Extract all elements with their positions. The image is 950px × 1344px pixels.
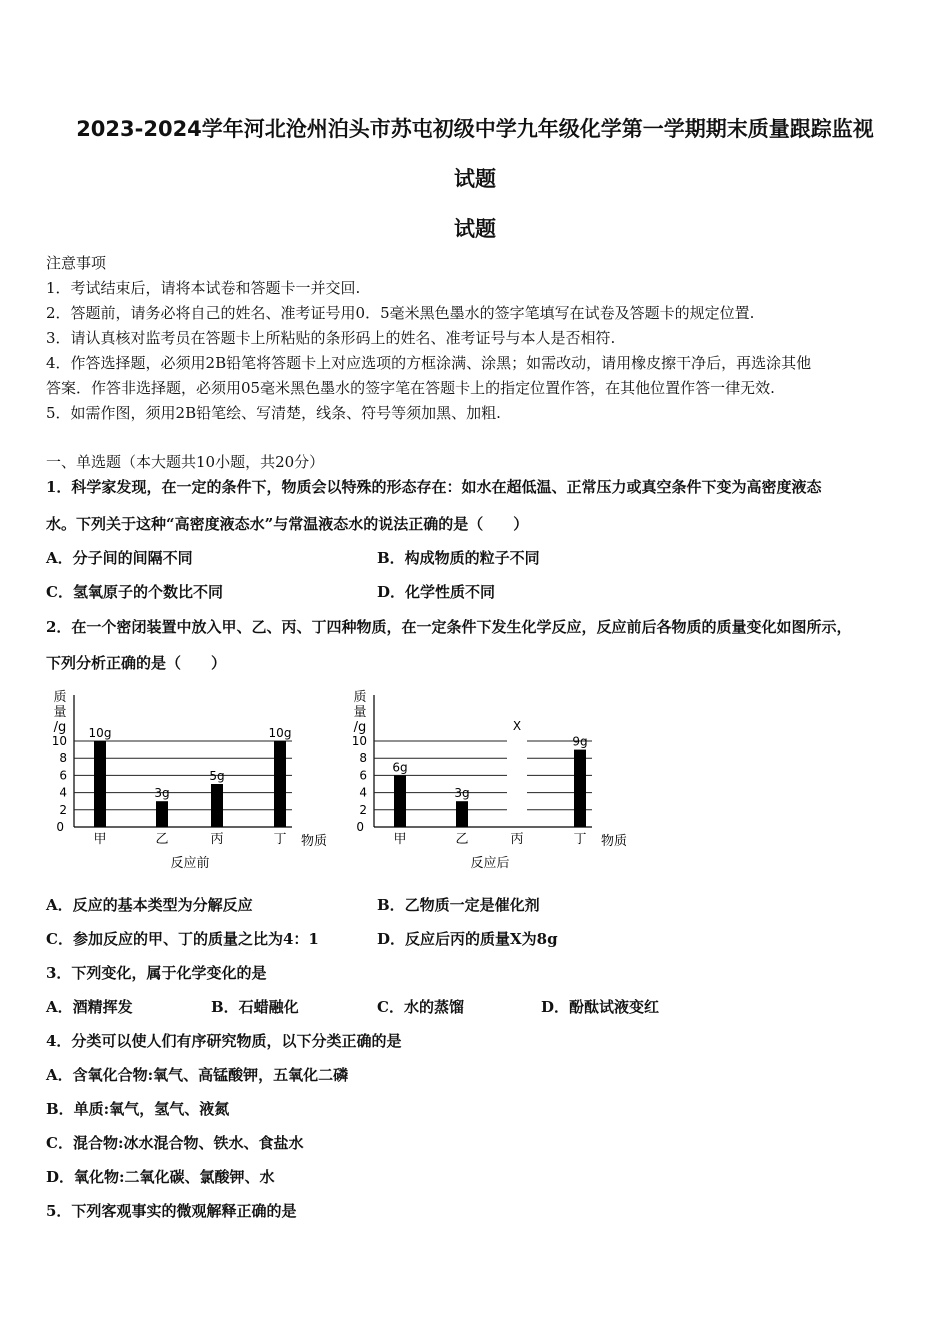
before-title: 反应前 (170, 856, 210, 871)
q2-stem-line2: 下列分析正确的是（ ） (46, 654, 227, 672)
before-bar (156, 801, 168, 827)
after-ylabel-char: /g (353, 720, 367, 735)
before-ytick-label: 0 (56, 820, 64, 834)
after-xtick-label: 丙 (510, 832, 524, 847)
exam-title-line2: 试题 (454, 167, 496, 191)
before-ylabel-char: /g (53, 720, 67, 735)
before-xtick-label: 乙 (155, 832, 169, 847)
after-xlabel: 物质 (600, 834, 628, 849)
after-bar (574, 750, 586, 827)
notice-heading: 注意事项 (46, 254, 107, 272)
after-ytick-label: 0 (356, 820, 364, 834)
q3-option-b: B．石蜡融化 (211, 998, 299, 1016)
before-bar (211, 784, 223, 827)
before-ylabel-char: 质 (53, 690, 67, 705)
q1-option-c: C．氢氧原子的个数比不同 (46, 583, 223, 601)
notice-item: 4．作答选择题，必须用2B铅笔将答题卡上对应选项的方框涂满、涂黑；如需改动，请用橡皮擦干净后，再选涂其他 (46, 354, 812, 372)
q1-option-a: A．分子间的间隔不同 (46, 549, 193, 567)
before-data-label: 5g (209, 769, 225, 783)
after-xtick-label: 甲 (393, 832, 407, 847)
after-bar (456, 801, 468, 827)
before-ytick-label: 2 (59, 802, 67, 817)
before-data-label: 10g (268, 726, 292, 740)
q3-option-a: A．酒精挥发 (46, 998, 133, 1016)
q2-option-b: B．乙物质一定是催化剂 (377, 896, 540, 914)
before-xtick-label: 丁 (273, 832, 287, 847)
after-ytick-label: 4 (359, 785, 367, 800)
q4-stem: 4．分类可以使人们有序研究物质，以下分类正确的是 (46, 1032, 402, 1050)
after-bar (507, 726, 527, 826)
section-heading: 一、单选题（本大题共10小题，共20分） (46, 453, 325, 471)
q4-option-a: A．含氧化合物:氧气、高锰酸钾，五氧化二磷 (46, 1066, 349, 1084)
q2-option-a: A．反应的基本类型为分解反应 (46, 896, 253, 914)
before-ytick-label: 10 (51, 734, 67, 748)
after-bar (394, 775, 406, 827)
exam-title-line1: 2023-2024学年河北沧州泊头市苏屯初级中学九年级化学第一学期期末质量跟踪监视 (76, 117, 874, 141)
after-data-label: 6g (392, 760, 408, 775)
after-data-label: 9g (572, 734, 588, 749)
before-ytick-label: 6 (59, 768, 67, 783)
before-data-label: 3g (154, 786, 170, 801)
notice-item: 5．如需作图，须用2B铅笔绘、写清楚，线条、符号等须加黑、加粗. (46, 404, 501, 422)
before-ytick-label: 4 (59, 785, 67, 800)
after-xtick-label: 丁 (573, 832, 587, 847)
q1-option-b: B．构成物质的粒子不同 (377, 549, 540, 567)
before-bar (274, 741, 286, 827)
q3-option-c: C．水的蒸馏 (377, 998, 464, 1016)
before-xtick-label: 甲 (93, 832, 107, 847)
q1-stem-line1: 1．科学家发现，在一定的条件下，物质会以特殊的形态存在：如水在超低温、正常压力或真空条件下变为高密度液态 (46, 478, 822, 496)
notice-item: 2．答题前，请务必将自己的姓名、准考证号用0．5毫米黑色墨水的签字笔填写在试卷及答题卡的规定位置. (46, 304, 755, 322)
exam-title-line3: 试题 (454, 217, 496, 241)
before-xtick-label: 丙 (210, 832, 224, 847)
q4-option-b: B．单质:氧气，氢气、液氮 (46, 1100, 230, 1118)
after-xtick-label: 乙 (455, 832, 469, 847)
notice-item: 答案．作答非选择题，必须用05毫米黑色墨水的签字笔在答题卡上的指定位置作答，在其他位置作答一律无效. (46, 379, 775, 397)
q1-stem-line2: 水。下列关于这种“高密度液态水”与常温液态水的说法正确的是（ ） (46, 515, 529, 533)
q4-option-c: C．混合物:冰水混合物、铁水、食盐水 (46, 1134, 304, 1152)
q1-option-d: D．化学性质不同 (377, 583, 496, 601)
after-ytick-label: 2 (359, 802, 367, 817)
after-ytick-label: 6 (359, 768, 367, 783)
q2-option-c: C．参加反应的甲、丁的质量之比为4：1 (46, 930, 319, 948)
after-ylabel-char: 量 (353, 705, 367, 720)
after-data-label: 3g (454, 786, 470, 801)
after-data-label: X (512, 719, 522, 733)
chart-after-reaction (340, 685, 640, 875)
notice-item: 3．请认真核对监考员在答题卡上所粘贴的条形码上的姓名、准考证号与本人是否相符. (46, 329, 616, 347)
q4-option-d: D．氧化物:二氧化碳、氯酸钾、水 (46, 1168, 275, 1186)
q2-stem-line1: 2．在一个密闭装置中放入甲、乙、丙、丁四种物质，在一定条件下发生化学反应，反应前后各物质的质量变化如图所示， (46, 618, 852, 636)
before-ylabel-char: 量 (53, 705, 67, 720)
q3-stem: 3．下列变化，属于化学变化的是 (46, 964, 267, 982)
after-ylabel-char: 质 (353, 690, 367, 705)
chart-before-reaction (40, 685, 340, 875)
notice-item: 1．考试结束后，请将本试卷和答题卡一并交回. (46, 279, 361, 297)
q5-stem: 5．下列客观事实的微观解释正确的是 (46, 1202, 297, 1220)
after-title: 反应后 (470, 856, 510, 871)
before-bar (94, 741, 106, 827)
q2-option-d: D．反应后丙的质量X为8g (377, 930, 558, 948)
before-ytick-label: 8 (59, 751, 67, 766)
after-ytick-label: 8 (359, 751, 367, 766)
before-data-label: 10g (88, 726, 112, 740)
before-xlabel: 物质 (300, 834, 328, 849)
after-ytick-label: 10 (351, 734, 367, 748)
q3-option-d: D．酚酞试液变红 (541, 998, 660, 1016)
